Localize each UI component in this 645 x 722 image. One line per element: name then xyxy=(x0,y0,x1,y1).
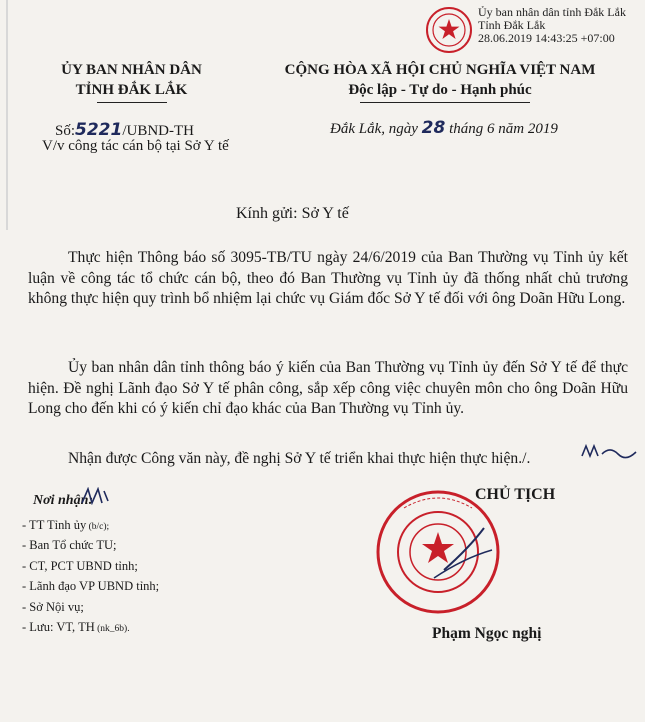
national-motto xyxy=(250,60,630,100)
document-date xyxy=(330,118,558,138)
list-item: - CT, PCT UBND tỉnh; xyxy=(22,558,138,573)
recipients-list xyxy=(22,516,159,638)
nation-line-2: Độc lập - Tự do - Hạnh phúc xyxy=(348,82,532,98)
handwritten-note-mark xyxy=(80,487,110,505)
date-prefix: Đắk Lắk, ngày xyxy=(330,121,418,137)
doc-number-suffix: /UBND-TH xyxy=(122,123,195,139)
motto-underline xyxy=(360,102,530,103)
list-item: - Lãnh đạo VP UBND tỉnh; xyxy=(22,579,160,594)
agency-line-2: TỈNH ĐẮK LẮK xyxy=(75,82,188,98)
document-subject: V/v công tác cán bộ tại Sở Y tế xyxy=(42,138,229,154)
date-day-handwritten: 28 xyxy=(421,118,446,138)
list-item: - TT Tỉnh ủy (b/c); xyxy=(22,518,110,532)
signature-timestamp: 28.06.2019 14:43:25 +07:00 xyxy=(478,31,615,45)
handwritten-initial-mark xyxy=(580,442,640,462)
digital-signature-seal-icon xyxy=(425,6,473,54)
recipients-title: Nơi nhận: xyxy=(33,493,94,508)
signer-title: CHỦ TỊCH xyxy=(475,486,556,503)
digital-signature-info xyxy=(478,6,626,45)
official-red-seal-icon xyxy=(374,488,502,616)
document-number xyxy=(55,120,194,140)
list-item: - Lưu: VT, TH (nk_6b). xyxy=(22,620,130,635)
signer-name: Phạm Ngọc nghị xyxy=(432,625,542,642)
issuing-agency xyxy=(44,60,219,100)
salutation: Kính gửi: Sở Y tế xyxy=(236,205,349,222)
agency-underline xyxy=(97,102,167,103)
nation-line-1: CỘNG HÒA XÃ HỘI CHỦ NGHĨA VIỆT NAM xyxy=(284,62,596,78)
paragraph-3: Nhận được Công văn này, đề nghị Sở Y tế triển khai thực hiện thực hiện./. xyxy=(68,450,531,467)
doc-number-prefix: Số: xyxy=(55,123,76,139)
signature-org: Ủy ban nhân dân tỉnh Đắk Lắk xyxy=(478,5,626,19)
date-suffix: tháng 6 năm 2019 xyxy=(449,121,558,137)
agency-line-1: ỦY BAN NHÂN DÂN xyxy=(61,62,202,78)
scan-edge xyxy=(6,0,8,230)
paragraph-1: Thực hiện Thông báo số 3095-TB/TU ngày 24/6/2019 của Ban Thường vụ Tỉnh ủy kết luận về công tác tổ chức cán bộ, theo đó Ban Thường vụ Tỉnh ủy đã thống nhất chủ trương không thực hiện quy trình bổ nhiệm lại chức vụ Giám đốc Sở Y tế đối với ông Doãn Hữu Long. xyxy=(28,249,628,307)
paragraph-2: Ủy ban nhân dân tỉnh thông báo ý kiến của Ban Thường vụ Tỉnh ủy đến Sở Y tế để thực hiện. Đề nghị Lãnh đạo Sở Y tế phân công, sắp xếp công việc chuyên môn cho ông Doãn Hữu Long cho đến khi có ý kiến chỉ đạo khác của Ban Thường vụ Tỉnh ủy. xyxy=(28,359,628,417)
list-item: - Ban Tổ chức TU; xyxy=(22,538,117,553)
signature-province: Tỉnh Đắk Lắk xyxy=(478,18,546,32)
list-item: - Sở Nội vụ; xyxy=(22,599,84,614)
doc-number-handwritten: 5221 xyxy=(75,120,123,140)
